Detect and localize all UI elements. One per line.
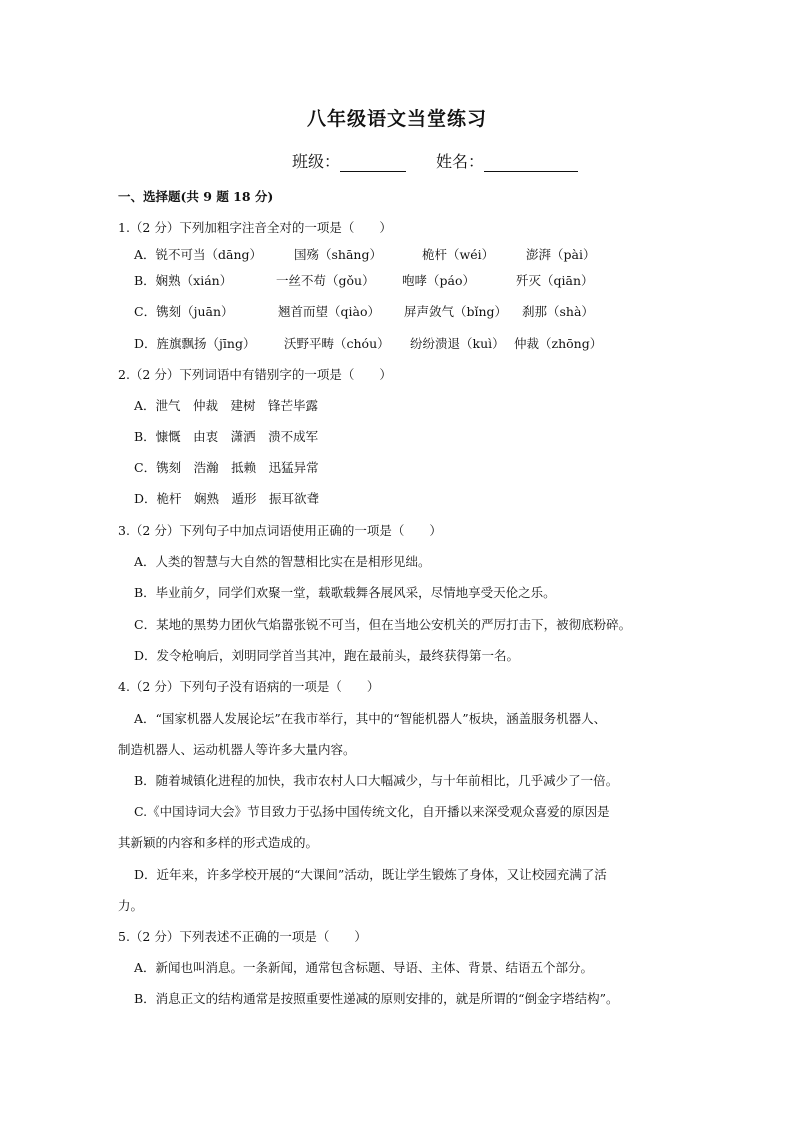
question-1-row-b (0, 271, 794, 289)
question-4-option-d: D．近年来，许多学校开展的“大课间”活动，既让学生锻炼了身体，又让校园充满了活 (134, 867, 607, 882)
option-cell: 刹那（shà） (522, 304, 594, 319)
option-cell: 桅杆（wéi） (422, 247, 495, 262)
class-label: 班级： (292, 152, 341, 171)
question-5-stem: 5.（2 分）下列表述不正确的一项是（ ） (118, 929, 367, 944)
option-cell: 一丝不苟（gǒu） (276, 273, 375, 288)
option-cell: 沃野平畴（chóu） (284, 336, 390, 351)
question-3-option-c: C．某地的黑势力团伙气焰嚣张锐不可当，但在当地公安机关的严厉打击下，被彻底粉碎。 (134, 617, 632, 632)
page-title: 八年级语文当堂练习 (306, 108, 487, 130)
question-4-option-c: C.《中国诗词大会》节目致力于弘扬中国传统文化，自开播以来深受观众喜爱的原因是 (134, 804, 610, 819)
question-4-option-c-continued: 其新颖的内容和多样的形式造成的。 (118, 835, 319, 850)
option-cell: 澎湃（pài） (526, 247, 596, 262)
option-cell: 屏声敛气（bǐng） (404, 304, 508, 319)
question-3-option-b: B．毕业前夕，同学们欢聚一堂，载歌载舞各展风采，尽情地享受天伦之乐。 (134, 585, 556, 600)
option-cell: 国殇（shāng） (294, 247, 382, 262)
question-2-option-b: B．慷慨 由衷 潇洒 溃不成军 (134, 429, 319, 444)
question-3-option-a: A．人类的智慧与大自然的智慧相比实在是相形见绌。 (134, 554, 431, 569)
question-5-option-a: A．新闻也叫消息。一条新闻，通常包含标题、导语、主体、背景、结语五个部分。 (134, 960, 594, 975)
question-4-option-d-continued: 力。 (118, 898, 144, 913)
option-cell: D．旌旗飘扬（jīng） (134, 336, 256, 351)
question-4-stem: 4.（2 分）下列句子没有语病的一项是（ ） (118, 679, 380, 694)
student-info-line (292, 149, 578, 172)
section-heading: 一、选择题(共 9 题 18 分) (118, 189, 274, 204)
question-2-option-c: C．镌刻 浩瀚 抵赖 迅猛异常 (134, 460, 319, 475)
question-3-option-d: D．发令枪响后，刘明同学首当其冲，跑在最前头，最终获得第一名。 (134, 648, 520, 663)
question-2-option-a: A．泄气 仲裁 建树 锋芒毕露 (134, 398, 319, 413)
class-blank[interactable] (340, 155, 406, 172)
question-4-option-a: A．“国家机器人发展论坛”在我市举行，其中的“智能机器人”板块，涵盖服务机器人、 (134, 711, 607, 726)
option-cell: 咆哮（páo） (402, 273, 475, 288)
question-2-option-d: D．桅杆 娴熟 遁形 振耳欲聋 (134, 491, 320, 506)
option-cell: B．娴熟（xián） (134, 273, 233, 288)
question-1-row-d (0, 334, 794, 352)
option-cell: 翘首而望（qiào） (278, 304, 380, 319)
option-cell: A．锐不可当（dāng） (134, 247, 263, 262)
question-2-stem: 2.（2 分）下列词语中有错别字的一项是（ ） (118, 367, 392, 382)
question-5-option-b: B．消息正文的结构通常是按照重要性递减的原则安排的，就是所谓的“倒金字塔结构”。 (134, 991, 619, 1006)
question-4-option-a-continued: 制造机器人、运动机器人等许多大量内容。 (118, 742, 356, 757)
question-4-option-b: B．随着城镇化进程的加快，我市农村人口大幅减少，与十年前相比，几乎减少了一倍。 (134, 773, 619, 788)
question-1-row-a (0, 245, 794, 263)
option-cell: 仲裁（zhōng） (514, 336, 603, 351)
question-1-stem: 1.（2 分）下列加粗字注音全对的一项是（ ） (118, 220, 392, 235)
name-blank[interactable] (484, 155, 578, 172)
question-3-stem: 3.（2 分）下列句子中加点词语使用正确的一项是（ ） (118, 523, 442, 538)
name-label: 姓名： (436, 152, 485, 171)
question-1-row-c (0, 302, 794, 320)
option-cell: 歼灭（qiān） (516, 273, 594, 288)
option-cell: 纷纷溃退（kuì） (410, 336, 505, 351)
option-cell: C．镌刻（juān） (134, 304, 234, 319)
